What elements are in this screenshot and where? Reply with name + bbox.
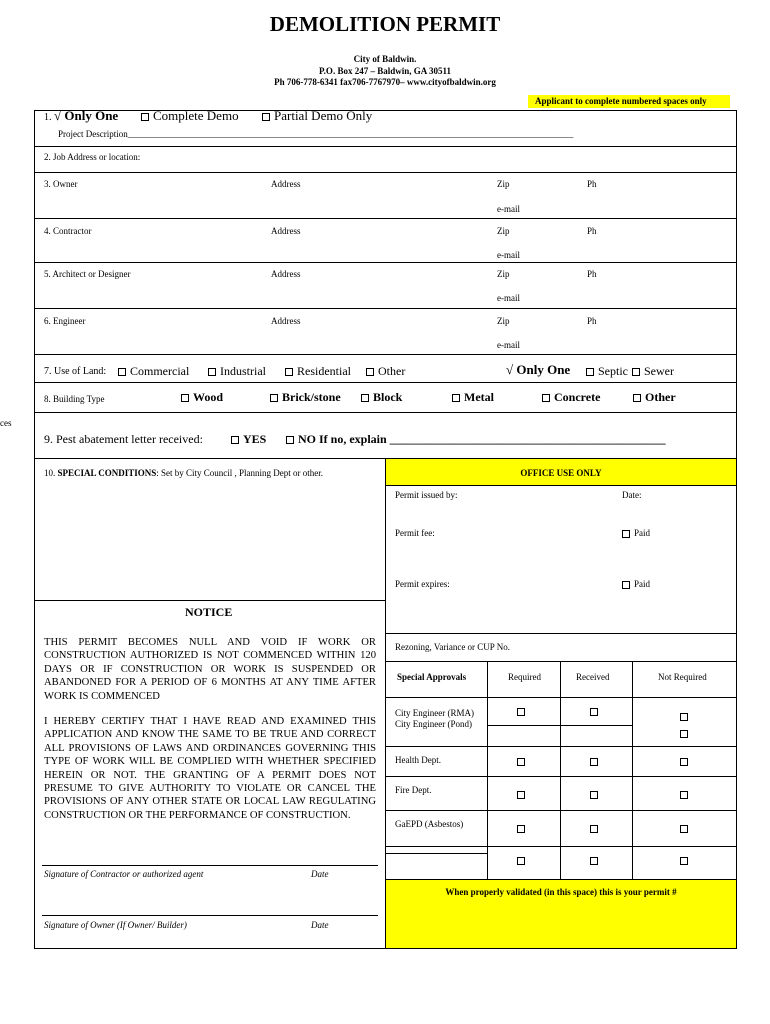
contractor-zip-label: Zip bbox=[497, 226, 510, 236]
extra-received-checkbox-icon[interactable] bbox=[590, 857, 598, 865]
special-conditions-heading: 10. SPECIAL CONDITIONS: Set by City Council , Planning Dept or other. bbox=[44, 468, 324, 478]
industrial-label: Industrial bbox=[220, 364, 266, 378]
margin-fragment: ces bbox=[0, 418, 12, 428]
engineer-address-label: Address bbox=[271, 316, 301, 326]
checkbox-icon[interactable] bbox=[632, 368, 640, 376]
checkbox-icon[interactable] bbox=[231, 436, 239, 444]
pest-abatement-label: 9. Pest abatement letter received: bbox=[44, 432, 203, 446]
health-received-checkbox-icon[interactable] bbox=[590, 758, 598, 766]
contractor-label[interactable]: 4. Contractor bbox=[44, 226, 92, 236]
contractor-date-label: Date bbox=[311, 869, 329, 879]
other-building-label: Other bbox=[645, 390, 676, 404]
other-building-option[interactable] bbox=[633, 390, 676, 405]
architect-label[interactable]: 5. Architect or Designer bbox=[44, 269, 131, 279]
special-approvals-label: Special Approvals bbox=[397, 672, 467, 682]
paid-label-1: Paid bbox=[634, 528, 651, 538]
owner-date-label: Date bbox=[311, 920, 329, 930]
owner-address-label: Address bbox=[271, 179, 301, 189]
permit-number-label: When properly validated (in this space) this is your permit # bbox=[445, 887, 677, 897]
fire-dept-label: Fire Dept. bbox=[395, 785, 432, 795]
checkbox-icon[interactable] bbox=[361, 394, 369, 402]
other-land-option[interactable] bbox=[366, 364, 405, 379]
paid-label-2: Paid bbox=[634, 579, 651, 589]
industrial-option[interactable] bbox=[208, 364, 266, 379]
architect-address-label: Address bbox=[271, 269, 301, 279]
city-engineer-rma-not-required-checkbox-icon[interactable] bbox=[680, 713, 688, 721]
metal-option[interactable] bbox=[452, 390, 494, 405]
gaepd-not-required-checkbox-icon[interactable] bbox=[680, 825, 688, 833]
notice-title: NOTICE bbox=[185, 605, 233, 619]
checkbox-icon[interactable] bbox=[586, 368, 594, 376]
sewer-label: Sewer bbox=[644, 364, 674, 378]
row1-number: 1. bbox=[44, 112, 52, 123]
septic-label: Septic bbox=[598, 364, 628, 378]
commercial-label: Commercial bbox=[130, 364, 190, 378]
other-land-label: Other bbox=[378, 364, 406, 378]
building-type-label: 8. Building Type bbox=[44, 394, 105, 404]
checkbox-icon[interactable] bbox=[542, 394, 550, 402]
contractor-email-label: e-mail bbox=[497, 250, 520, 260]
extra-not-required-checkbox-icon[interactable] bbox=[680, 857, 688, 865]
engineer-email-label: e-mail bbox=[497, 340, 520, 350]
office-use-title: OFFICE USE ONLY bbox=[520, 468, 602, 478]
gaepd-label: GaEPD (Asbestos) bbox=[395, 819, 464, 829]
partial-demo-label: Partial Demo Only bbox=[274, 108, 373, 123]
pest-no-option[interactable] bbox=[286, 432, 666, 447]
city-contact: Ph 706-778-6341 fax706-7767970– www.cityofbaldwin.org bbox=[274, 77, 496, 87]
engineer-zip-label: Zip bbox=[497, 316, 510, 326]
city-engineer-received-checkbox-icon[interactable] bbox=[590, 708, 598, 716]
owner-zip-label: Zip bbox=[497, 179, 510, 189]
city-address: P.O. Box 247 – Baldwin, GA 30511 bbox=[319, 66, 451, 76]
pest-yes-option[interactable] bbox=[231, 432, 266, 447]
architect-zip-label: Zip bbox=[497, 269, 510, 279]
sewer-option[interactable] bbox=[632, 364, 674, 379]
not-required-label: Not Required bbox=[658, 672, 707, 682]
job-address-field[interactable]: 2. Job Address or location: bbox=[44, 152, 141, 162]
wood-option[interactable] bbox=[181, 390, 223, 405]
checkbox-icon[interactable] bbox=[181, 394, 189, 402]
city-name: City of Baldwin. bbox=[353, 54, 417, 64]
page-title: DEMOLITION PERMIT bbox=[269, 12, 501, 36]
checkbox-icon[interactable] bbox=[118, 368, 126, 376]
wood-label: Wood bbox=[193, 390, 224, 404]
owner-label[interactable]: 3. Owner bbox=[44, 179, 78, 189]
notice-paragraph-1: THIS PERMIT BECOMES NULL AND VOID IF WORK OR CONSTRUCTION AUTHORIZED IS NOT COMMENCED WITHIN 120 DAYS OR IF CONSTRUCTION OR WORK IS SUSPENDED OR ABANDONED FOR A PERIOD OF 6 MONTHS AT ANY TIME AFTER WORK IS COMMENCED bbox=[44, 637, 376, 702]
checkbox-icon[interactable] bbox=[262, 113, 270, 121]
permit-expires-label: Permit expires: bbox=[395, 579, 450, 589]
checkbox-icon[interactable] bbox=[270, 394, 278, 402]
gaepd-required-checkbox-icon[interactable] bbox=[517, 825, 525, 833]
required-label: Required bbox=[508, 672, 541, 682]
project-description-field[interactable]: Project Description___________________________________________________________________________________________________ bbox=[58, 129, 574, 139]
permit-fee-label: Permit fee: bbox=[395, 528, 435, 538]
notice-paragraph-2: I HEREBY CERTIFY THAT I HAVE READ AND EXAMINED THIS APPLICATION AND KNOW THE SAME TO BE TRUE AND CORRECT ALL PROVISIONS OF LAWS AND ORDINANCES GOVERNING THIS TYPE OF WORK WILL BE COMPLIED WITH WHETHER SPECIFIED HEREIN OR NOT. THE GRANTING OF A PERMIT DOES NOT PRESUME TO GIVE AUTHORITY TO VIOLATE OR CANCEL THE PROVISIONS OF ANY OTHER STATE OR LOCAL LAW REGULATING CONSTRUCTION OR THE PERFORMANCE OF CONSTRUCTION. bbox=[44, 716, 376, 821]
rezoning-label: Rezoning, Variance or CUP No. bbox=[395, 642, 510, 652]
health-required-checkbox-icon[interactable] bbox=[517, 758, 525, 766]
checkbox-icon[interactable] bbox=[366, 368, 374, 376]
only-one-label-2: √ Only One bbox=[506, 362, 571, 377]
contractor-ph-label: Ph bbox=[587, 226, 597, 236]
checkbox-icon[interactable] bbox=[622, 581, 630, 589]
checkbox-icon[interactable] bbox=[286, 436, 294, 444]
partial-demo-option[interactable] bbox=[262, 108, 372, 124]
concrete-option[interactable] bbox=[542, 390, 600, 405]
pest-yes-label: YES bbox=[243, 432, 267, 446]
owner-ph-label: Ph bbox=[587, 179, 597, 189]
paid-option-2[interactable] bbox=[622, 579, 650, 589]
fire-not-required-checkbox-icon[interactable] bbox=[680, 791, 688, 799]
owner-signature-label: Signature of Owner (If Owner/ Builder) bbox=[44, 920, 187, 930]
contractor-signature-line[interactable] bbox=[42, 865, 378, 866]
commercial-option[interactable] bbox=[118, 364, 189, 379]
city-engineer-required-checkbox-icon[interactable] bbox=[517, 708, 525, 716]
paid-option-1[interactable] bbox=[622, 528, 650, 538]
fire-required-checkbox-icon[interactable] bbox=[517, 791, 525, 799]
contractor-address-label: Address bbox=[271, 226, 301, 236]
applicant-note: Applicant to complete numbered spaces only bbox=[535, 96, 707, 106]
checkbox-icon[interactable] bbox=[208, 368, 216, 376]
contractor-signature-label: Signature of Contractor or authorized agent bbox=[44, 869, 204, 879]
permit-issued-by-label: Permit issued by: bbox=[395, 490, 458, 500]
brick-label: Brick/stone bbox=[282, 390, 341, 404]
checkbox-icon[interactable] bbox=[141, 113, 149, 121]
checkbox-icon[interactable] bbox=[622, 530, 630, 538]
checkbox-icon[interactable] bbox=[452, 394, 460, 402]
complete-demo-option[interactable] bbox=[141, 108, 239, 124]
extra-required-checkbox-icon[interactable] bbox=[517, 857, 525, 865]
block-option[interactable] bbox=[361, 390, 402, 405]
architect-ph-label: Ph bbox=[587, 269, 597, 279]
owner-signature-line[interactable] bbox=[42, 915, 378, 916]
gaepd-received-checkbox-icon[interactable] bbox=[590, 825, 598, 833]
block-label: Block bbox=[373, 390, 403, 404]
concrete-label: Concrete bbox=[554, 390, 601, 404]
residential-option[interactable] bbox=[285, 364, 351, 379]
pest-no-label: NO If no, explain ______________________________________________ bbox=[298, 432, 666, 446]
checkbox-icon[interactable] bbox=[285, 368, 293, 376]
owner-email-label: e-mail bbox=[497, 204, 520, 214]
use-of-land-label: 7. Use of Land: bbox=[44, 366, 107, 377]
health-not-required-checkbox-icon[interactable] bbox=[680, 758, 688, 766]
city-engineer-label: City Engineer (RMA) City Engineer (Pond) bbox=[395, 708, 474, 729]
checkbox-icon[interactable] bbox=[633, 394, 641, 402]
complete-demo-label: Complete Demo bbox=[153, 108, 239, 123]
septic-option[interactable] bbox=[586, 364, 628, 379]
date-label: Date: bbox=[622, 490, 642, 500]
fire-received-checkbox-icon[interactable] bbox=[590, 791, 598, 799]
metal-label: Metal bbox=[464, 390, 494, 404]
architect-email-label: e-mail bbox=[497, 293, 520, 303]
engineer-ph-label: Ph bbox=[587, 316, 597, 326]
city-engineer-pond-not-required-checkbox-icon[interactable] bbox=[680, 730, 688, 738]
engineer-label[interactable]: 6. Engineer bbox=[44, 316, 86, 326]
residential-label: Residential bbox=[297, 364, 351, 378]
received-label: Received bbox=[576, 672, 610, 682]
health-dept-label: Health Dept. bbox=[395, 755, 441, 765]
only-one-label: √ Only One bbox=[54, 108, 119, 123]
brick-option[interactable] bbox=[270, 390, 341, 405]
